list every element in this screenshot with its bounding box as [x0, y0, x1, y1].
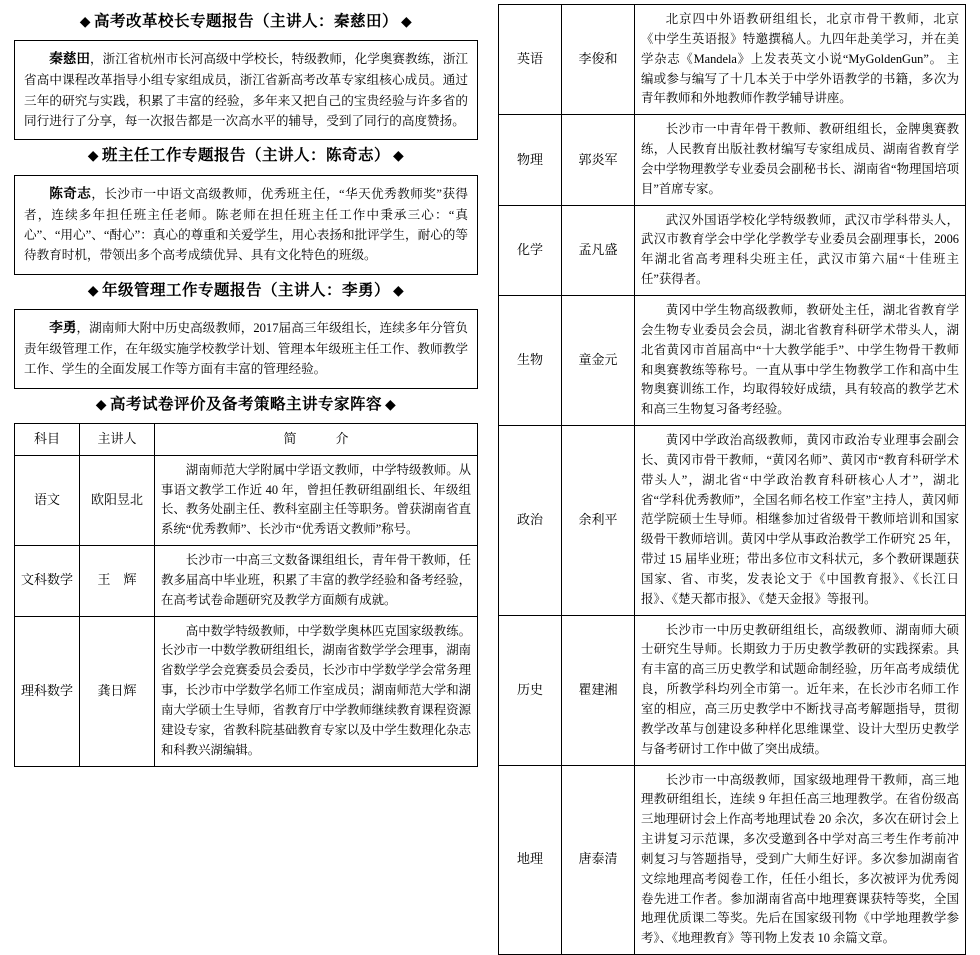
speaker-name: 李勇: [49, 319, 77, 335]
heading-text: 高考试卷评价及备考策略主讲专家阵容: [109, 395, 382, 413]
table-row: [499, 5, 966, 115]
speaker-name: 秦慈田: [49, 51, 90, 67]
diamond-icon: ◆: [87, 283, 99, 299]
cell-intro: 长沙市一中青年骨干教师、教研组组长，金牌奥赛教练，人民教育出版社教材编写专家组成员、湖南省教育学会中学物理教学专业委员会副秘书长、湖南省“物理国培项目”首席专家。: [635, 115, 966, 205]
cell-subject: 理科数学: [15, 616, 80, 766]
diamond-icon: ◆: [393, 283, 405, 299]
section-heading-grade-management-report: [14, 281, 478, 301]
cell-subject: 化学: [499, 205, 562, 295]
table-row: [15, 616, 478, 766]
expert-table-left: [14, 423, 478, 767]
cell-speaker: 欧阳昱北: [80, 455, 155, 545]
paragraph-text: ，浙江省杭州市长河高级中学校长，特级教师，化学奥赛教练，浙江省高中课程改革指导小组专家组成员，浙江省新高考改革专家组核心成员。通过三年的研究与实践，积累了丰富的经验，多年来又把自己的宝贵经验与许多省的同行进行了分享，每一次报告都是一次高水平的辅导，受到了同行的高度赞扬。: [24, 52, 469, 128]
cell-subject: 英语: [499, 5, 562, 115]
diamond-icon: ◆: [401, 15, 413, 30]
expert-table-right: [498, 4, 966, 955]
cell-intro: 长沙市一中高级教师，国家级地理骨干教师，高三地理教研组组长，连续 9 年担任高三地理教学。在省份级高三地理研讨会上作高考地理试卷 20 余次，多次在研讨会上主讲复习示范课，多次受邀到各中学对高三考生作考前冲刺复习与答题指导，受到广大师生好评。多次参加湖南省文综地理高考阅卷工作，任任小组长，多次被评为优秀阅卷先进工作者。参加湖南省高中地理赛课获特等奖，全国地理优质课二等奖。先后在国家级刊物《中学地理教学参考》、《地理教育》等刊物上发表 10 余篇文章。: [635, 765, 966, 955]
table-row: [499, 295, 966, 425]
cell-speaker: 唐泰清: [562, 765, 635, 955]
cell-subject: 语文: [15, 455, 80, 545]
cell-intro: 高中数学特级教师，中学数学奥林匹克国家级教练。长沙市一中数学教研组组长，湖南省数学学会理事，湖南省数学学会竞赛委员会委员，长沙市中学数学学会常务理事，长沙市中学数学名师工作室成员；湖南师范大学和湖南大学硕士生导师，省教育厅中学教师继续教育课程资源建设专家，省教科院基础教育专家以及中学生数理化杂志和科教兴湖编辑。: [155, 616, 478, 766]
cell-intro: 武汉外国语学校化学特级教师，武汉市学科带头人，武汉市教育学会中学化学教学专业委员会副理事长，2006 年湖北省高考理科尖班主任，武汉市第六届“十佳班主任”获得者。: [635, 205, 966, 295]
cell-speaker: 孟凡盛: [562, 205, 635, 295]
cell-intro: 黄冈中学政治高级教师，黄冈市政治专业理事会副会长、黄冈市骨干教师，“黄冈名师”、黄冈市“教育科研学术带头人”，湖北省“中学政治教育科研核心人才”，湖北省“学科优秀教师”，全国名师名校工作室”主持人，黄冈师范学院硕士生导师。相继参加过省级骨干教师培训和国家级骨干教师培训。黄冈中学从事政治教学工作研究 25 年，带过 15 届毕业班；带出多位市文科状元，多个教研课题获国家、省、市奖，发表论文于《中国教育报》、《长江日报》、《楚天都市报》、《楚天金报》等报刊。: [635, 426, 966, 616]
table-row: [499, 615, 966, 765]
cell-intro: 长沙市一中历史教研组组长，高级教师、湖南师大硕士研究生导师。长期致力于历史教学教研的实践探索。具有丰富的高三历史教学和试题命制经验，历年高考成绩优良，所教学科均列全市第一。近年来，在长沙市名师工作室的相应，高三历史教学中不断找寻高考解题指导，贯彻教学改革与创建设多种样化思维课堂、设计大型历史教学与备考研讨工作中做了突出成绩。: [635, 615, 966, 765]
table-row: [15, 455, 478, 545]
cell-speaker: 李俊和: [562, 5, 635, 115]
cell-subject: 生物: [499, 295, 562, 425]
section-heading-expert-lineup: [14, 395, 478, 415]
cell-subject: 历史: [499, 615, 562, 765]
cell-subject: 文科数学: [15, 546, 80, 617]
cell-speaker: 王 辉: [80, 546, 155, 617]
cell-subject: 政治: [499, 426, 562, 616]
paragraph-box-principal-report: [14, 40, 478, 140]
heading-text: 年级管理工作专题报告（主讲人：李勇）: [101, 281, 390, 299]
right-column: [492, 0, 980, 946]
table-row: [15, 546, 478, 617]
cell-subject: 地理: [499, 765, 562, 955]
diamond-icon: ◆: [393, 149, 405, 165]
paragraph-text: ，湖南师大附中历史高级教师，2017届高三年级组长，连续多年分管负责年级管理工作，在年级实施学校教学计划、管理本年级班主任工作、教师教学工作、学生的全面发展工作等方面有丰富的管理经验。: [24, 320, 469, 377]
table-row: [499, 205, 966, 295]
paragraph-box-grade-management-report: [14, 309, 478, 389]
cell-speaker: 郭炎军: [562, 115, 635, 205]
section-heading-head-teacher-report: [14, 146, 478, 166]
column-header-speaker: 主讲人: [80, 423, 155, 455]
heading-text: 班主任工作专题报告（主讲人：陈奇志）: [101, 147, 390, 165]
cell-speaker: 瞿建湘: [562, 615, 635, 765]
cell-speaker: 童金元: [562, 295, 635, 425]
table-row: [499, 115, 966, 205]
diamond-icon: ◆: [87, 149, 99, 165]
diamond-icon: ◆: [79, 15, 91, 30]
paragraph-text: ，长沙市一中语文高级教师，优秀班主任，“华天优秀教师奖”获得者，连续多年担任班主任老师。陈老师在担任班主任工作中秉承三心：“真心”、“用心”、“酎心”：真心的尊重和关爱学生，用心表扬和批评学生，耐心的等待教育时机，带领出多个高考成绩优异、具有文化特色的班级。: [24, 186, 469, 263]
column-header-subject: 科目: [15, 423, 80, 455]
diamond-icon: ◆: [95, 397, 107, 413]
cell-subject: 物理: [499, 115, 562, 205]
left-column: [0, 0, 492, 757]
cell-intro: 北京四中外语教研组组长，北京市骨干教师，北京《中学生英语报》特邀撰稿人。九四年赴美学习，并在美学杂志《Mandela》上发表英文小说“MyGoldenGun”。 主编或参与编写了十几本关于中学外语教学的书籍，多次为青年教师和外地教师作教学辅导讲座。: [635, 5, 966, 115]
diamond-icon: ◆: [385, 397, 397, 413]
cell-intro: 湖南师范大学附属中学语文教师，中学特级教师。从事语文教学工作近 40 年，曾担任教研组副组长、年级组长、教务处副主任、教科室副主任等职务。曾获湖南省直系统“优秀教师”、长沙市“优秀语文教师”称号。: [155, 455, 478, 545]
table-row: [499, 426, 966, 616]
column-header-intro: 简 介: [155, 423, 478, 455]
speaker-name: 陈奇志: [49, 185, 92, 201]
cell-speaker: 余利平: [562, 426, 635, 616]
cell-intro: 长沙市一中高三文数备课组组长，青年骨干教师，任教多届高中毕业班，积累了丰富的教学经验和备考经验，在高考试卷命题研究及教学方面颇有成就。: [155, 546, 478, 617]
cell-speaker: 龚日辉: [80, 616, 155, 766]
heading-text: 高考改革校长专题报告（主讲人：秦慈田）: [93, 13, 398, 30]
table-row: [499, 765, 966, 955]
table-header-row: [15, 423, 478, 455]
cell-intro: 黄冈中学生物高级教师，教研处主任，湖北省教育学会生物专业委员会会员，湖北省教育科研学术带头人，湖北省黄冈市首届高中“十大教学能手”、中学生物骨干教师和奥赛教练等称号。一直从事中学生物教学工作和高中生物奥赛训练工作，均取得较好成绩，具有较高的教学艺术和高三生物复习备考经验。: [635, 295, 966, 425]
paragraph-box-head-teacher-report: [14, 175, 478, 275]
section-heading-principal-report: [14, 12, 478, 32]
